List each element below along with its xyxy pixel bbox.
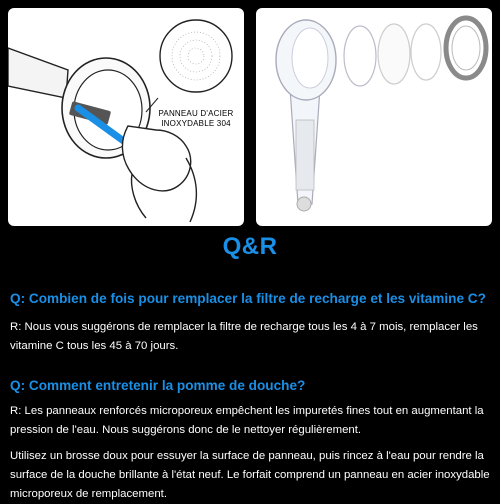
faq-question: Q: Combien de fois pour remplacer la filtre de recharge et les vitamine C? xyxy=(10,291,486,306)
faq-item xyxy=(10,289,494,356)
faq-question: Q: Comment entretenir la pomme de douche? xyxy=(10,378,306,393)
panel-label-line-2: INOXYDABLE 304 xyxy=(161,119,231,128)
page-title: Q&R xyxy=(222,233,278,260)
faq-answer: R: Nous vous suggérons de remplacer la filtre de recharge tous les 4 à 7 mois, remplacer les vitamine C tous les 45 à 70 jours. xyxy=(10,321,478,352)
cleaning-illustration xyxy=(8,8,244,226)
faq-item xyxy=(10,376,494,504)
faq-answer: R: Les panneaux renforcés microporeux empêchent les impuretés fines tout en augmentant la pression de l'eau. Nous suggérons donc de le nettoyer régulièrement. xyxy=(10,405,484,436)
faq-answer: Utilisez un brosse doux pour essuyer la surface de panneau, puis rincez à l'eau pour rendre la surface de la douche brillante à l'état neuf. Le forfait comprend un panneau en acier inoxydable microporeux de remplacement. xyxy=(10,450,490,500)
panel-label-line-1: PANNEAU D'ACIER xyxy=(158,109,234,118)
parts-illustration xyxy=(256,8,492,226)
shower-head-parts-drawing xyxy=(256,8,492,226)
panel-label xyxy=(148,109,244,129)
